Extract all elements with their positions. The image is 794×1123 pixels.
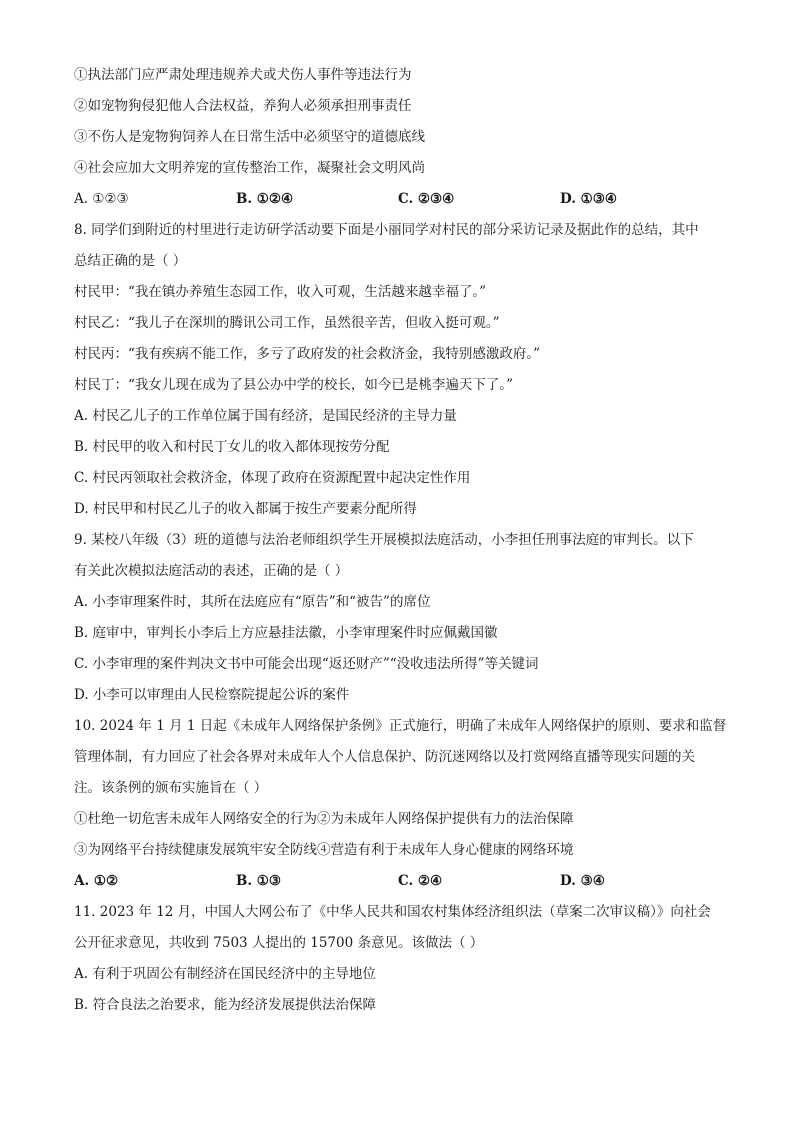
statement: ③为网络平台持续健康发展筑牢安全防线④营造有利于未成年人身心健康的网络环境	[74, 842, 574, 858]
question-stem: 8. 同学们到附近的村里进行走访研学活动要下面是小丽同学对村民的部分采访记录及据此作的总结，其中	[74, 222, 699, 238]
option-b: B. 庭审中，审判长小李后上方应悬挂法徽，小李审理案件时应佩戴国徽	[74, 625, 498, 641]
question-11	[74, 897, 734, 1021]
statement: ③不伤人是宠物狗饲养人在日常生活中必须坚守的道德底线	[74, 129, 425, 145]
statement: ②如宠物狗侵犯他人合法权益，养狗人必须承担刑事责任	[74, 98, 412, 114]
option-a: A. 有利于巩固公有制经济在国民经济中的主导地位	[74, 966, 376, 982]
statement: ①杜绝一切危害未成年人网络安全的行为②为未成年人网络保护提供有力的法治保障	[74, 811, 574, 827]
option-c: C. ②③④	[398, 191, 455, 207]
interview-record: 村民丙：“我有疾病不能工作，多亏了政府发的社会救济金，我特别感激政府。”	[74, 346, 541, 362]
option-a: A. ①②	[74, 873, 119, 889]
option-c: C. 村民丙领取社会救济金，体现了政府在资源配置中起决定性作用	[74, 470, 471, 486]
question-stem: 有关此次模拟法庭活动的表述，正确的是（ ）	[74, 563, 349, 579]
option-c: C. 小李审理的案件判决文书中可能会出现“返还财产”“没收违法所得”等关键词	[74, 656, 539, 672]
question-9	[74, 525, 734, 711]
interview-record: 村民甲：“我在镇办养殖生态园工作，收入可观，生活越来越幸福了。”	[74, 284, 487, 300]
statement: ①执法部门应严肃处理违规养犬或犬伤人事件等违法行为	[74, 67, 412, 83]
option-a: A. 小李审理案件时，其所在法庭应有“原告”和“被告”的席位	[74, 594, 431, 610]
question-stem: 10. 2024 年 1 月 1 日起《未成年人网络保护条例》正式施行，明确了未成年人网络保护的原则、要求和监督	[74, 718, 727, 734]
option-b: B. ①②④	[236, 191, 294, 207]
option-b: B. 村民甲的收入和村民丁女儿的收入都体现按劳分配	[74, 439, 390, 455]
statement: ④社会应加大文明养宠的宣传整治工作，凝聚社会文明风尚	[74, 160, 425, 176]
option-d: D. ③④	[560, 873, 605, 889]
option-d: D. ①③④	[560, 191, 617, 207]
option-d: D. 村民甲和村民乙儿子的收入都属于按生产要素分配所得	[74, 501, 417, 517]
option-b: B. ①③	[236, 873, 282, 889]
option-row	[74, 866, 734, 897]
option-c: C. ②④	[398, 873, 443, 889]
question-8	[74, 215, 734, 525]
question-stem: 管理体制，有力回应了社会各界对未成年人个人信息保护、防沉迷网络以及打赏网络直播等现实问题的关	[74, 749, 695, 765]
exam-page	[74, 60, 734, 1021]
question-stem: 注。该条例的颁布实施旨在（ ）	[74, 780, 268, 796]
option-b: B. 符合良法之治要求，能为经济发展提供法治保障	[74, 997, 377, 1013]
prev-question	[74, 60, 734, 215]
option-d: D. 小李可以审理由人民检察院提起公诉的案件	[74, 687, 350, 703]
question-stem: 公开征求意见，共收到 7503 人提出的 15700 条意见。该做法（ ）	[74, 935, 484, 951]
question-10	[74, 711, 734, 897]
interview-record: 村民丁：“我女儿现在成为了县公办中学的校长，如今已是桃李遍天下了。”	[74, 377, 514, 393]
option-a: A. ①②③	[74, 191, 129, 207]
interview-record: 村民乙：“我儿子在深圳的腾讯公司工作，虽然很辛苦，但收入挺可观。”	[74, 315, 500, 331]
question-stem: 11. 2023 年 12 月，中国人大网公布了《中华人民共和国农村集体经济组织法（草案二次审议稿）》向社会	[74, 904, 711, 920]
question-stem: 总结正确的是（ ）	[74, 253, 187, 269]
question-stem: 9. 某校八年级（3）班的道德与法治老师组织学生开展模拟法庭活动，小李担任刑事法庭的审判长。以下	[74, 532, 694, 548]
option-a: A. 村民乙儿子的工作单位属于国有经济，是国民经济的主导力量	[74, 408, 457, 424]
option-row	[74, 184, 734, 215]
